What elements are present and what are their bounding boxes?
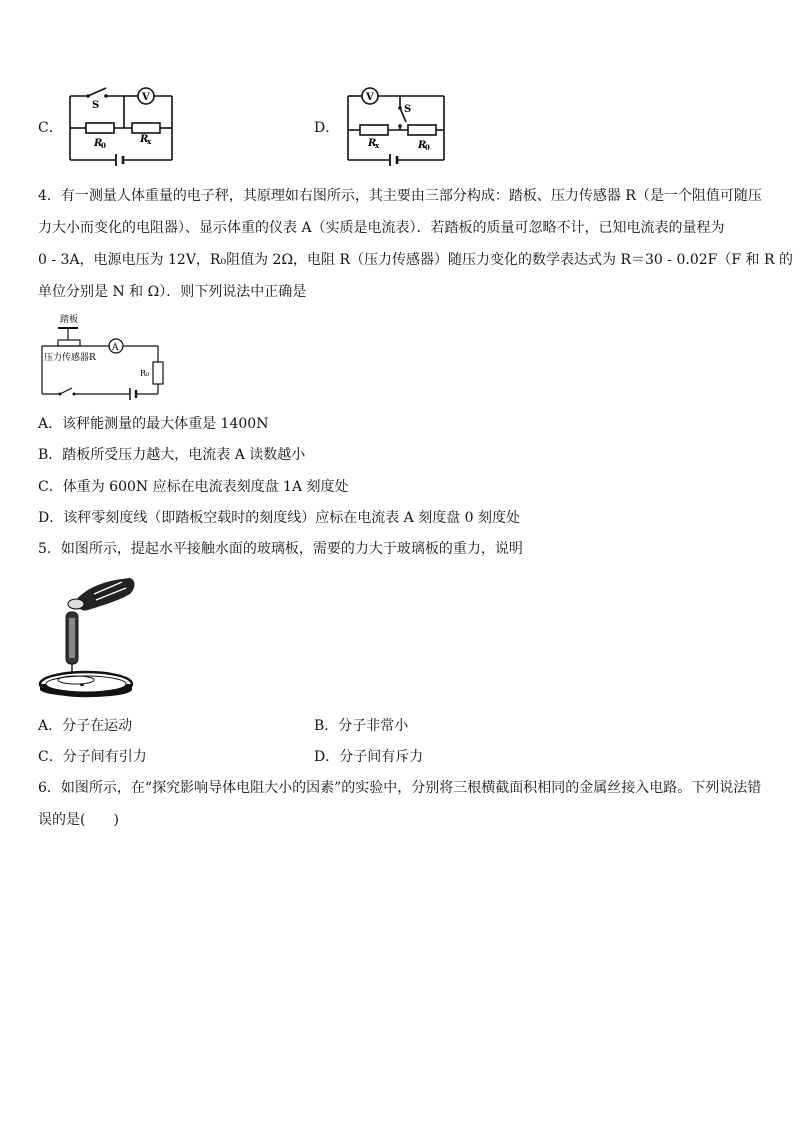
q5-option-a: A．分子在运动: [38, 718, 133, 734]
voltmeter-label: V: [366, 92, 374, 103]
resistor-label-right: R: [140, 134, 149, 145]
resistor-label-left: R: [368, 138, 377, 149]
voltmeter-label: V: [142, 92, 150, 103]
circuit-diagram-c: [66, 84, 178, 166]
q4-stem-line-1: 4．有一测量人体重量的电子秤，其原理如右图所示，其主要由三部分构成：踏板、压力传感器 R（是一个阻值可随压: [38, 188, 762, 204]
q4-stem-line-3: 0 - 3A，电源电压为 12V，R₀阻值为 2Ω，电阻 R（压力传感器）随压力变化的数学表达式为 R＝30 - 0.02F（F 和 R 的: [38, 252, 793, 268]
q5-option-c: C．分子间有引力: [38, 749, 147, 765]
pedal-label: 踏板: [60, 315, 79, 325]
q4-option-b: B．踏板所受压力越大，电流表 A 读数越小: [38, 447, 306, 463]
q4-option-c: C．体重为 600N 应标在电流表刻度盘 1A 刻度处: [38, 479, 349, 495]
glass-plate-experiment-illustration: [36, 572, 146, 702]
resistor-label-right: R: [418, 140, 427, 151]
q5-option-b: B．分子非常小: [314, 718, 409, 734]
q5-stem: 5．如图所示，提起水平接触水面的玻璃板，需要的力大于玻璃板的重力，说明: [38, 541, 523, 557]
option-d-letter: D．: [314, 120, 340, 136]
r0-label: R₀: [140, 369, 150, 378]
q6-stem-line-2: 误的是( ): [38, 812, 119, 828]
ammeter-label: A: [112, 343, 119, 353]
circuit-diagram-d: [344, 86, 448, 168]
resistor-sub-right: 0: [425, 143, 430, 152]
scale-circuit-diagram: [38, 310, 162, 398]
q4-option-d: D．该秤零刻度线（即踏板空载时的刻度线）应标在电流表 A 刻度盘 0 刻度处: [38, 510, 521, 526]
q6-stem-line-1: 6．如图所示，在“探究影响导体电阻大小的因素”的实验中，分别将三根横截面积相同的金属丝接入电路。下列说法错: [38, 780, 762, 796]
q4-option-a: A．该秤能测量的最大体重是 1400N: [38, 416, 269, 432]
option-c-letter: C．: [38, 120, 63, 136]
q4-stem-line-4: 单位分别是 N 和 Ω）．则下列说法中正确是: [38, 284, 307, 300]
q4-stem-line-2: 力大小而变化的电阻器）、显示体重的仪表 A（实质是电流表）．若踏板的质量可忽略不计，已知电流表的量程为: [38, 220, 725, 236]
q5-option-d: D．分子间有斥力: [314, 749, 424, 765]
resistor-sub-left: x: [375, 141, 380, 150]
switch-label: S: [404, 104, 412, 115]
switch-label: S: [92, 100, 100, 111]
resistor-sub-right: x: [147, 137, 152, 146]
pressure-sensor-label: 压力传感器R: [44, 353, 96, 363]
resistor-sub-left: 0: [101, 141, 106, 150]
resistor-label-left: R: [94, 138, 103, 149]
